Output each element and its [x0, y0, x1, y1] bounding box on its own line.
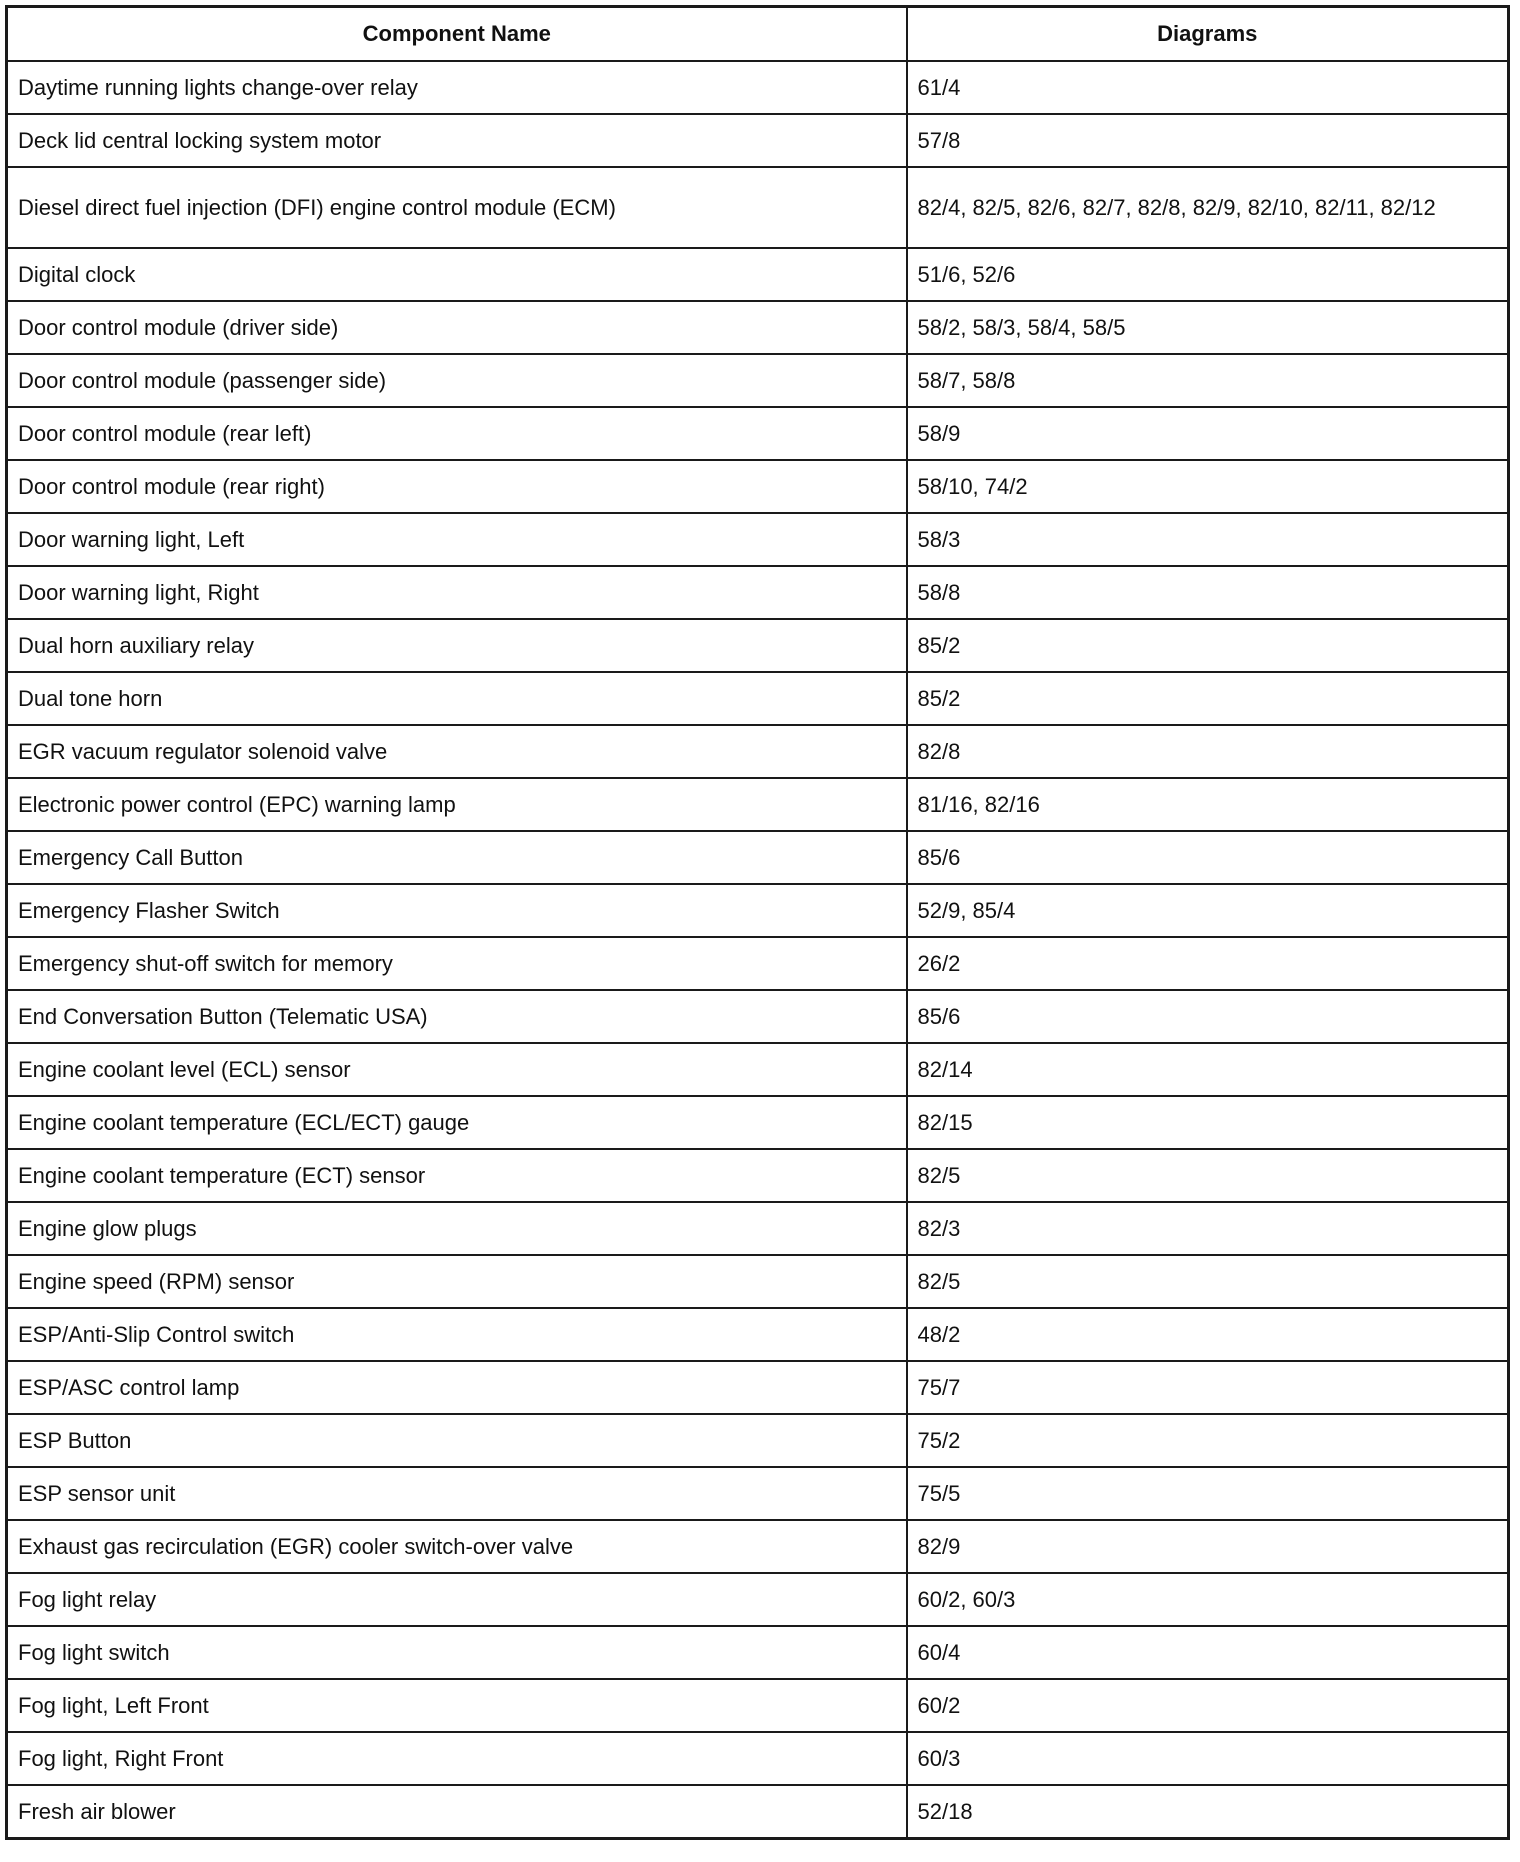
table-row: [7, 1626, 1509, 1679]
diagrams-cell: 82/9: [907, 1520, 1509, 1573]
component-name-cell: ESP/Anti-Slip Control switch: [7, 1308, 907, 1361]
component-name-cell: Engine glow plugs: [7, 1202, 907, 1255]
component-name-cell: Dual tone horn: [7, 672, 907, 725]
component-name-cell: End Conversation Button (Telematic USA): [7, 990, 907, 1043]
component-name-cell: Deck lid central locking system motor: [7, 114, 907, 167]
table-row: [7, 1520, 1509, 1573]
component-diagram-table: [5, 5, 1510, 1840]
table-row: [7, 619, 1509, 672]
table-row: [7, 884, 1509, 937]
component-name-cell: Emergency Call Button: [7, 831, 907, 884]
diagrams-cell: 82/4, 82/5, 82/6, 82/7, 82/8, 82/9, 82/10, 82/11, 82/12: [907, 167, 1509, 248]
diagrams-cell: 57/8: [907, 114, 1509, 167]
diagrams-cell: 48/2: [907, 1308, 1509, 1361]
diagrams-cell: 58/9: [907, 407, 1509, 460]
table-row: [7, 407, 1509, 460]
diagrams-cell: 58/8: [907, 566, 1509, 619]
table-row: [7, 1255, 1509, 1308]
diagrams-cell: 75/5: [907, 1467, 1509, 1520]
table-row: [7, 167, 1509, 248]
table-row: [7, 566, 1509, 619]
diagrams-cell: 85/2: [907, 619, 1509, 672]
component-name-cell: Engine coolant temperature (ECL/ECT) gauge: [7, 1096, 907, 1149]
diagrams-cell: 82/5: [907, 1149, 1509, 1202]
table-row: [7, 1467, 1509, 1520]
component-name-cell: Fog light relay: [7, 1573, 907, 1626]
diagrams-cell: 60/2, 60/3: [907, 1573, 1509, 1626]
table-row: [7, 1679, 1509, 1732]
diagrams-cell: 60/3: [907, 1732, 1509, 1785]
component-name-cell: Door control module (driver side): [7, 301, 907, 354]
table-row: [7, 1202, 1509, 1255]
table-row: [7, 1043, 1509, 1096]
table-row: [7, 114, 1509, 167]
table-row: [7, 1361, 1509, 1414]
table-row: [7, 725, 1509, 778]
table-row: [7, 354, 1509, 407]
component-name-cell: Emergency shut-off switch for memory: [7, 937, 907, 990]
component-name-cell: Door control module (passenger side): [7, 354, 907, 407]
diagrams-cell: 60/2: [907, 1679, 1509, 1732]
diagrams-cell: 82/15: [907, 1096, 1509, 1149]
table-row: [7, 301, 1509, 354]
diagrams-cell: 58/2, 58/3, 58/4, 58/5: [907, 301, 1509, 354]
component-name-cell: Engine coolant temperature (ECT) sensor: [7, 1149, 907, 1202]
diagrams-cell: 85/6: [907, 831, 1509, 884]
component-name-cell: Door control module (rear right): [7, 460, 907, 513]
table-row: [7, 248, 1509, 301]
component-name-cell: Exhaust gas recirculation (EGR) cooler switch-over valve: [7, 1520, 907, 1573]
header-component-name: Component Name: [7, 7, 907, 62]
table-row: [7, 937, 1509, 990]
diagrams-cell: 26/2: [907, 937, 1509, 990]
component-name-cell: Engine speed (RPM) sensor: [7, 1255, 907, 1308]
diagrams-cell: 75/7: [907, 1361, 1509, 1414]
diagrams-cell: 58/10, 74/2: [907, 460, 1509, 513]
table-row: [7, 1785, 1509, 1839]
component-name-cell: EGR vacuum regulator solenoid valve: [7, 725, 907, 778]
component-name-cell: Emergency Flasher Switch: [7, 884, 907, 937]
diagrams-cell: 75/2: [907, 1414, 1509, 1467]
component-name-cell: Door control module (rear left): [7, 407, 907, 460]
table-row: [7, 831, 1509, 884]
diagrams-cell: 52/18: [907, 1785, 1509, 1839]
table-row: [7, 1414, 1509, 1467]
diagrams-cell: 82/5: [907, 1255, 1509, 1308]
component-name-cell: Engine coolant level (ECL) sensor: [7, 1043, 907, 1096]
diagrams-cell: 52/9, 85/4: [907, 884, 1509, 937]
component-name-cell: Dual horn auxiliary relay: [7, 619, 907, 672]
diagrams-cell: 60/4: [907, 1626, 1509, 1679]
component-name-cell: Digital clock: [7, 248, 907, 301]
diagrams-cell: 58/3: [907, 513, 1509, 566]
component-name-cell: Door warning light, Right: [7, 566, 907, 619]
component-name-cell: Fog light, Left Front: [7, 1679, 907, 1732]
component-table-wrapper: [5, 5, 1507, 1840]
component-name-cell: ESP/ASC control lamp: [7, 1361, 907, 1414]
diagrams-cell: 51/6, 52/6: [907, 248, 1509, 301]
component-name-cell: Fog light switch: [7, 1626, 907, 1679]
table-row: [7, 1096, 1509, 1149]
diagrams-cell: 82/3: [907, 1202, 1509, 1255]
diagrams-cell: 85/2: [907, 672, 1509, 725]
table-row: [7, 1149, 1509, 1202]
component-name-cell: Daytime running lights change-over relay: [7, 61, 907, 114]
component-name-cell: Electronic power control (EPC) warning lamp: [7, 778, 907, 831]
diagrams-cell: 82/8: [907, 725, 1509, 778]
component-name-cell: ESP Button: [7, 1414, 907, 1467]
table-row: [7, 513, 1509, 566]
table-row: [7, 1732, 1509, 1785]
table-row: [7, 1308, 1509, 1361]
component-name-cell: Diesel direct fuel injection (DFI) engine control module (ECM): [7, 167, 907, 248]
component-name-cell: Fresh air blower: [7, 1785, 907, 1839]
table-row: [7, 672, 1509, 725]
component-name-cell: Door warning light, Left: [7, 513, 907, 566]
table-row: [7, 1573, 1509, 1626]
component-name-cell: Fog light, Right Front: [7, 1732, 907, 1785]
diagrams-cell: 58/7, 58/8: [907, 354, 1509, 407]
table-row: [7, 990, 1509, 1043]
table-header-row: [7, 7, 1509, 62]
diagrams-cell: 82/14: [907, 1043, 1509, 1096]
diagrams-cell: 61/4: [907, 61, 1509, 114]
component-name-cell: ESP sensor unit: [7, 1467, 907, 1520]
diagrams-cell: 85/6: [907, 990, 1509, 1043]
table-row: [7, 61, 1509, 114]
table-row: [7, 460, 1509, 513]
diagrams-cell: 81/16, 82/16: [907, 778, 1509, 831]
header-diagrams: Diagrams: [907, 7, 1509, 62]
table-row: [7, 778, 1509, 831]
